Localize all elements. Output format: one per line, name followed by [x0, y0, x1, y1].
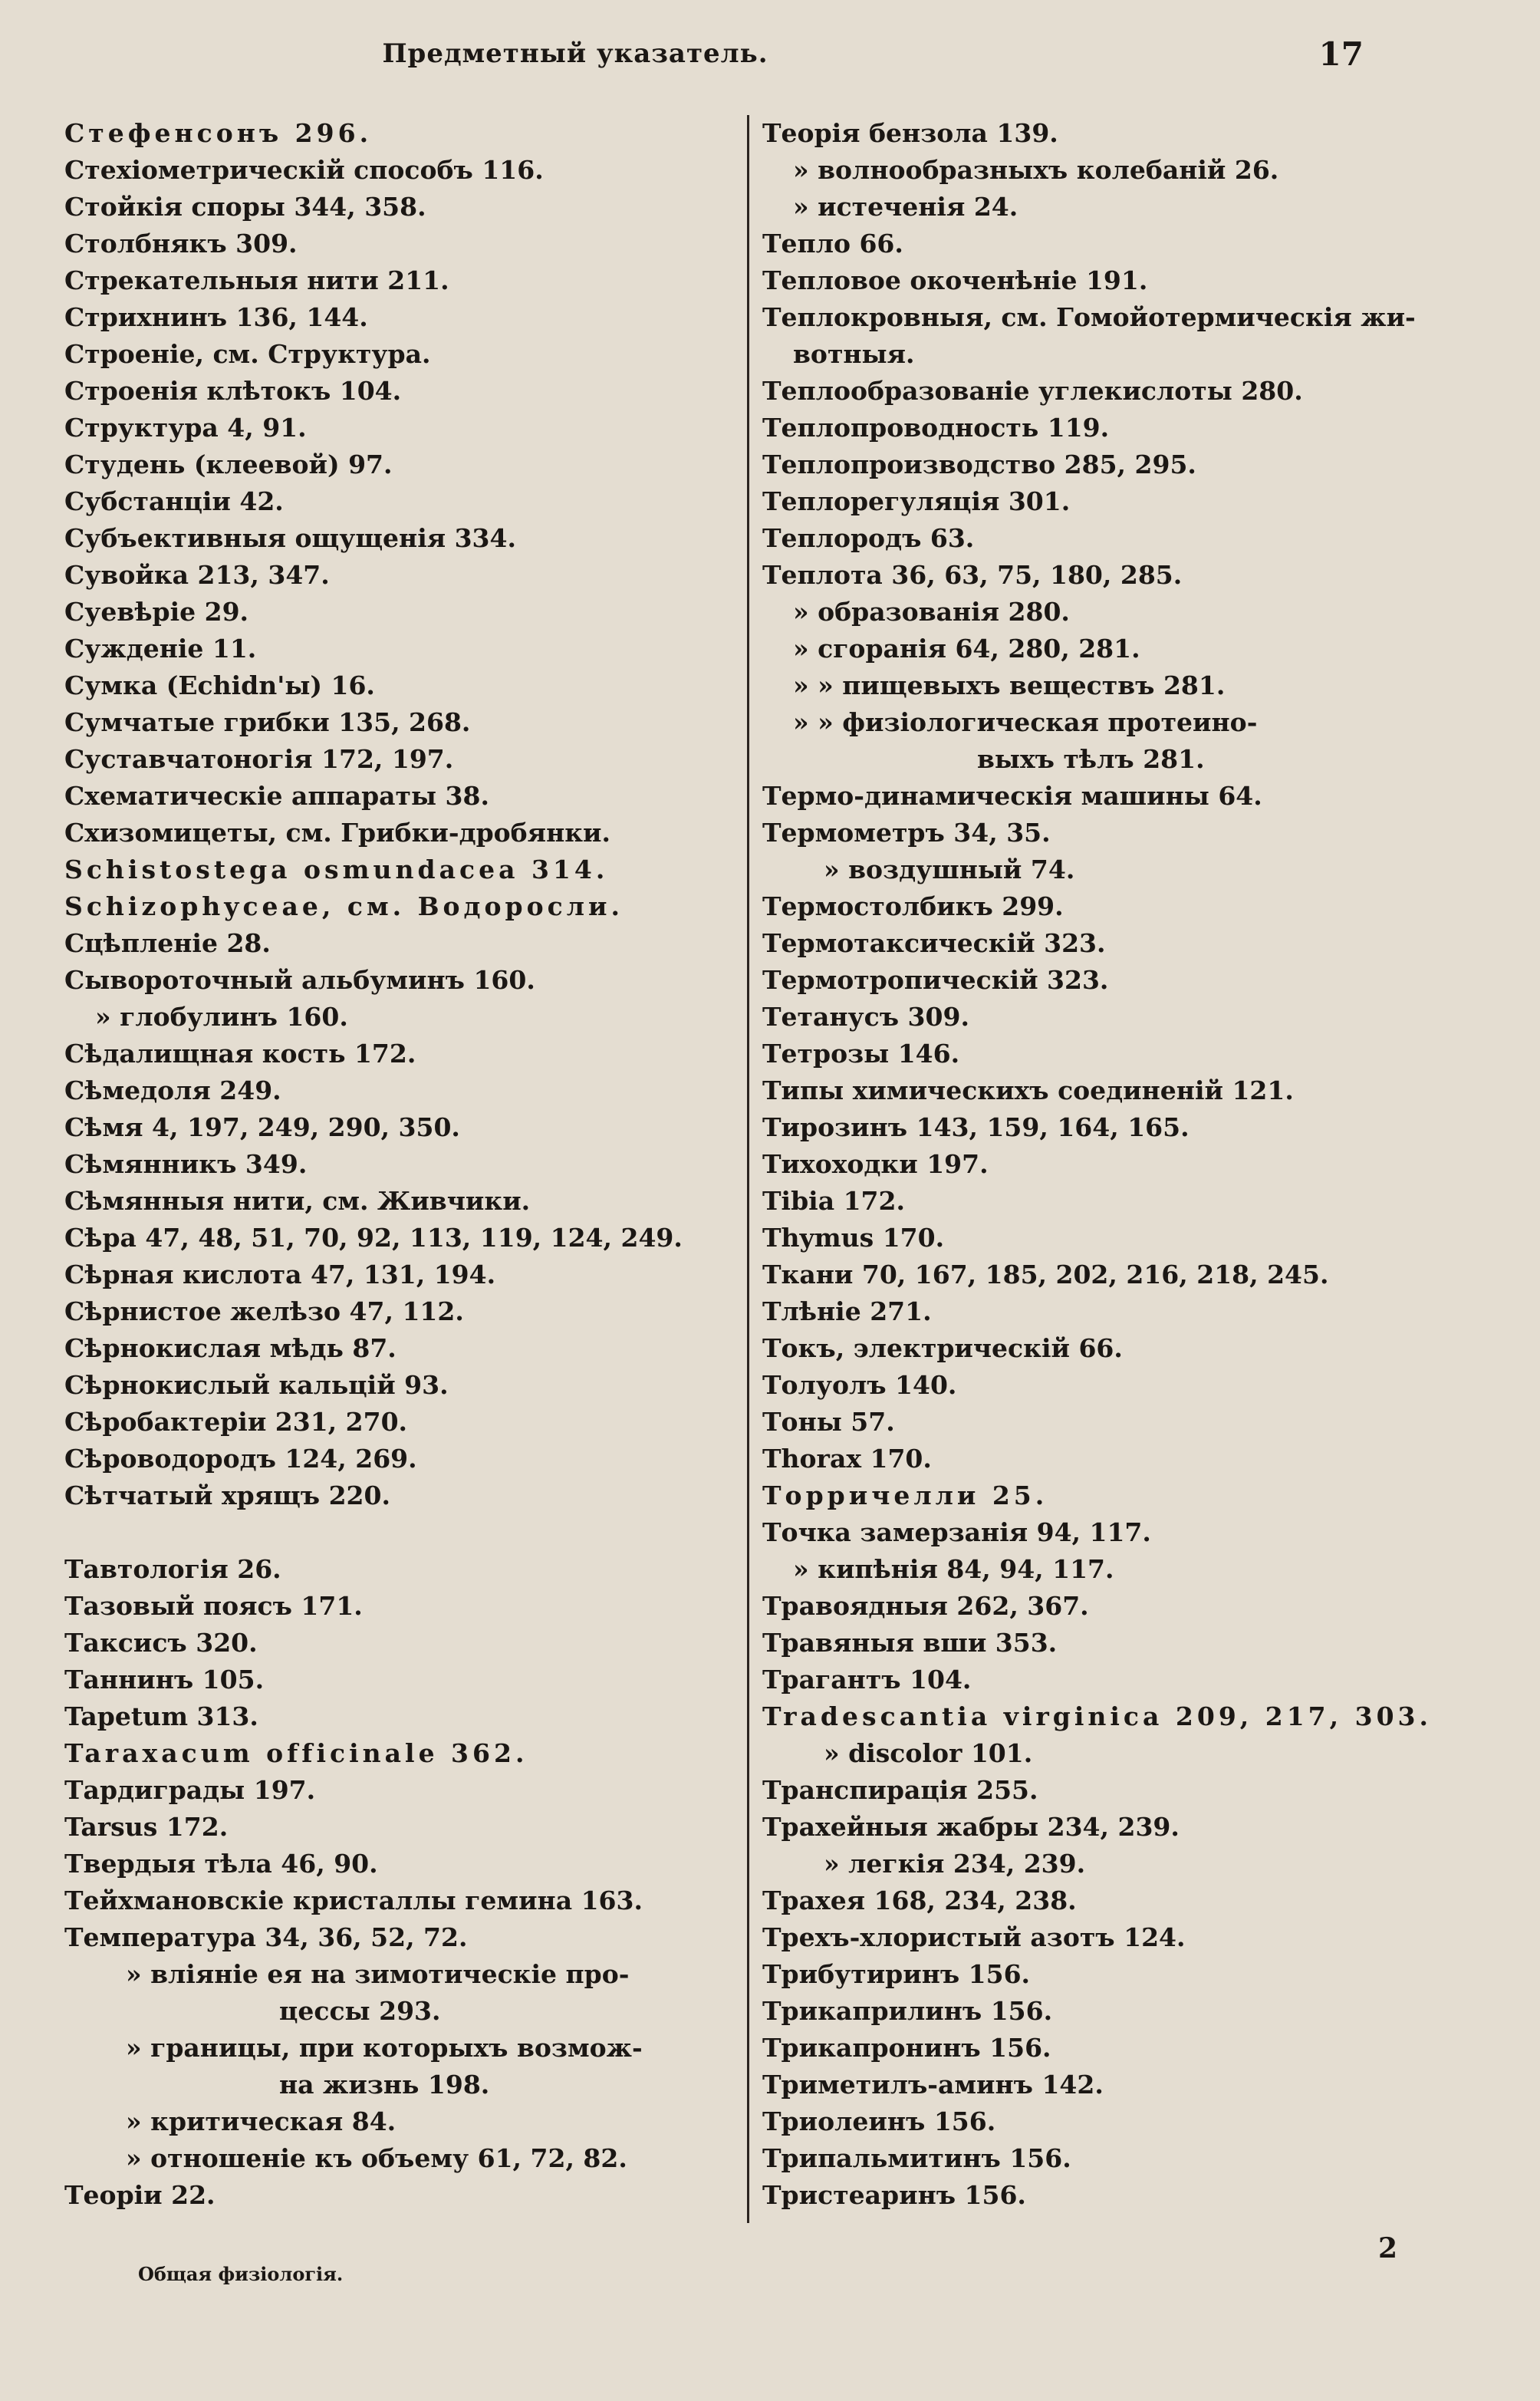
index-entry: Сѣра 47, 48, 51, 70, 92, 113, 119, 124, 249.	[64, 1223, 683, 1253]
index-entry: Сѣрнистое желѣзо 47, 112.	[64, 1296, 464, 1326]
index-entry: Тардиграды 197.	[64, 1775, 316, 1805]
index-entry: Схизомицеты, см. Грибки-дробянки.	[64, 818, 611, 848]
index-entry: Тейхмановскіе кристаллы гемина 163.	[64, 1886, 643, 1915]
section-gap	[64, 1514, 716, 1551]
index-entry: Субстанціи 42.	[64, 486, 284, 516]
index-entry: Твердыя тѣла 46, 90.	[64, 1849, 378, 1879]
index-entry: на жизнь 198.	[279, 2070, 490, 2100]
index-entry: Tradescantia virginica 209, 217, 303.	[762, 1701, 1432, 1731]
index-entry: Сывороточный альбуминъ 160.	[64, 965, 535, 995]
index-entry: Тетанусъ 309.	[762, 1002, 969, 1032]
index-entry: Суставчатоногія 172, 197.	[64, 744, 454, 774]
index-entry: » » пищевыхъ веществъ 281.	[793, 670, 1226, 700]
index-entry: Тепло 66.	[762, 229, 903, 259]
index-entry: » кипѣнія 84, 94, 117.	[793, 1554, 1114, 1584]
index-entry: Столбнякъ 309.	[64, 229, 298, 259]
index-entry: Суевѣріе 29.	[64, 597, 249, 627]
index-entry: Трипальмитинъ 156.	[762, 2143, 1071, 2173]
index-entry: Теплокровныя, см. Гомойотермическія жи-	[762, 302, 1416, 332]
index-entry: Ткани 70, 167, 185, 202, 216, 218, 245.	[762, 1260, 1329, 1289]
index-entry: Сѣрнокислый кальцій 93.	[64, 1370, 449, 1400]
index-entry: Травоядныя 262, 367.	[762, 1591, 1089, 1621]
index-entry: Сѣмедоля 249.	[64, 1075, 281, 1105]
index-entry: Сужденіе 11.	[64, 634, 257, 664]
index-entry: Трикаприлинъ 156.	[762, 1996, 1053, 2026]
index-entry: Стехіометрическій способъ 116.	[64, 155, 544, 185]
index-entry: » критическая 84.	[126, 2106, 397, 2136]
index-entry: Студень (клеевой) 97.	[64, 450, 393, 479]
page-number: 17	[1318, 35, 1364, 73]
index-entry: Температура 34, 36, 52, 72.	[64, 1922, 468, 1952]
index-entry: Тирозинъ 143, 159, 164, 165.	[762, 1112, 1190, 1142]
left-index-group-s	[64, 115, 716, 1514]
index-entry: Термометръ 34, 35.	[762, 818, 1051, 848]
footer-book-title: Общая физіологія.	[138, 2263, 344, 2285]
index-entry: Сѣрная кислота 47, 131, 194.	[64, 1260, 496, 1289]
index-entry: Стефенсонъ 296.	[64, 118, 373, 148]
index-entry: Таксисъ 320.	[64, 1628, 258, 1658]
index-entry: Теплота 36, 63, 75, 180, 285.	[762, 560, 1183, 590]
index-entry: Сѣмянныя нити, см. Живчики.	[64, 1186, 531, 1216]
index-entry: Схематическіе аппараты 38.	[64, 781, 489, 811]
index-entry: » » физіологическая протеино-	[793, 707, 1258, 737]
index-entry: Thorax 170.	[762, 1444, 932, 1474]
index-entry: Токъ, электрическій 66.	[762, 1333, 1123, 1363]
index-entry: Структура 4, 91.	[64, 413, 307, 443]
index-entry: Schistostega osmundacea 314.	[64, 855, 609, 884]
index-entry: Термо-динамическія машины 64.	[762, 781, 1262, 811]
index-entry: » легкія 234, 239.	[824, 1849, 1086, 1879]
index-entry: Субъективныя ощущенія 334.	[64, 523, 516, 553]
left-index-column	[64, 115, 716, 2214]
signature-mark: 2	[1377, 2232, 1397, 2264]
index-entry: » границы, при которыхъ возмож-	[126, 2033, 643, 2063]
index-entry: Сумка (Echidn'ы) 16.	[64, 670, 375, 700]
index-entry: Термотропическій 323.	[762, 965, 1109, 995]
index-entry: цессы 293.	[279, 1996, 441, 2026]
column-divider	[747, 115, 749, 2223]
index-entry: Триолеинъ 156.	[762, 2106, 996, 2136]
index-entry: Сцѣпленіе 28.	[64, 928, 271, 958]
index-entry: Тепловое окоченѣніе 191.	[762, 265, 1148, 295]
right-index-group-t	[762, 115, 1432, 2214]
index-entry: Строенія клѣтокъ 104.	[64, 376, 402, 406]
index-entry: Триметилъ-аминъ 142.	[762, 2070, 1104, 2100]
index-entry: Толуолъ 140.	[762, 1370, 957, 1400]
running-header: Предметный указатель.	[382, 38, 768, 69]
index-entry: Tarsus 172.	[64, 1812, 229, 1842]
index-entry: » discolor 101.	[824, 1738, 1033, 1768]
index-entry: Теоріи 22.	[64, 2180, 216, 2210]
index-entry: Точка замерзанія 94, 117.	[762, 1517, 1151, 1547]
index-entry: Сѣмя 4, 197, 249, 290, 350.	[64, 1112, 460, 1142]
index-entry: Теорія бензола 139.	[762, 118, 1058, 148]
index-entry: выхъ тѣлъ 281.	[977, 744, 1205, 774]
index-entry: Трикапронинъ 156.	[762, 2033, 1051, 2063]
index-entry: » глобулинъ 160.	[95, 1002, 348, 1032]
index-entry: » сгоранія 64, 280, 281.	[793, 634, 1140, 664]
index-entry: Стойкія споры 344, 358.	[64, 192, 426, 222]
index-entry: Taraxacum officinale 362.	[64, 1738, 528, 1768]
index-entry: Теплорегуляція 301.	[762, 486, 1071, 516]
index-entry: вотныя.	[793, 339, 915, 369]
index-entry: » отношеніе къ объему 61, 72, 82.	[126, 2143, 627, 2173]
index-entry: Сѣрнокислая мѣдь 87.	[64, 1333, 397, 1363]
index-entry: Теплопроводность 119.	[762, 413, 1110, 443]
index-entry: Термостолбикъ 299.	[762, 891, 1064, 921]
index-entry: Сѣтчатый хрящъ 220.	[64, 1480, 390, 1510]
index-entry: Теплопроизводство 285, 295.	[762, 450, 1196, 479]
index-entry: Сѣроводородъ 124, 269.	[64, 1444, 417, 1474]
index-entry: » вліяніе ея на зимотическіе про-	[126, 1959, 630, 1989]
index-entry: Травяныя вши 353.	[762, 1628, 1058, 1658]
index-entry: Tapetum 313.	[64, 1701, 258, 1731]
index-entry: Трагантъ 104.	[762, 1665, 972, 1695]
index-entry: » воздушный 74.	[824, 855, 1075, 884]
index-entry: Торричелли 25.	[762, 1480, 1048, 1510]
index-entry: Тихоходки 197.	[762, 1149, 989, 1179]
index-entry: Тоны 57.	[762, 1407, 895, 1437]
index-entry: Строеніе, см. Структура.	[64, 339, 431, 369]
index-entry: Стрекательныя нити 211.	[64, 265, 449, 295]
index-entry: Тазовый поясъ 171.	[64, 1591, 363, 1621]
index-entry: Сѣмянникъ 349.	[64, 1149, 308, 1179]
index-entry: Трахейныя жабры 234, 239.	[762, 1812, 1180, 1842]
left-index-group-t	[64, 1551, 716, 2214]
index-entry: Стрихнинъ 136, 144.	[64, 302, 368, 332]
index-entry: Thymus 170.	[762, 1223, 945, 1253]
index-entry: Тетрозы 146.	[762, 1039, 960, 1069]
index-entry: Трахея 168, 234, 238.	[762, 1886, 1077, 1915]
index-entry: Сумчатые грибки 135, 268.	[64, 707, 471, 737]
right-index-column	[762, 115, 1432, 2214]
index-entry: » образованія 280.	[793, 597, 1070, 627]
index-entry: Транспирація 255.	[762, 1775, 1038, 1805]
index-entry: Schizophyceae, см. Водоросли.	[64, 891, 624, 921]
index-entry: Таннинъ 105.	[64, 1665, 265, 1695]
index-entry: Сувойка 213, 347.	[64, 560, 330, 590]
index-entry: Сѣдалищная кость 172.	[64, 1039, 416, 1069]
index-entry: Tibia 172.	[762, 1186, 905, 1216]
index-entry: Типы химическихъ соединеній 121.	[762, 1075, 1294, 1105]
index-entry: Теплообразованіе углекислоты 280.	[762, 376, 1303, 406]
index-entry: Тлѣніе 271.	[762, 1296, 932, 1326]
index-entry: Трибутиринъ 156.	[762, 1959, 1031, 1989]
index-entry: Трехъ-хлористый азотъ 124.	[762, 1922, 1186, 1952]
index-entry: Термотаксическій 323.	[762, 928, 1106, 958]
index-entry: Теплородъ 63.	[762, 523, 975, 553]
index-entry: Тристеаринъ 156.	[762, 2180, 1026, 2210]
index-entry: Сѣробактеріи 231, 270.	[64, 1407, 408, 1437]
index-entry: » волнообразныхъ колебаній 26.	[793, 155, 1279, 185]
index-entry: » истеченія 24.	[793, 192, 1018, 222]
index-entry: Тавтологія 26.	[64, 1554, 281, 1584]
